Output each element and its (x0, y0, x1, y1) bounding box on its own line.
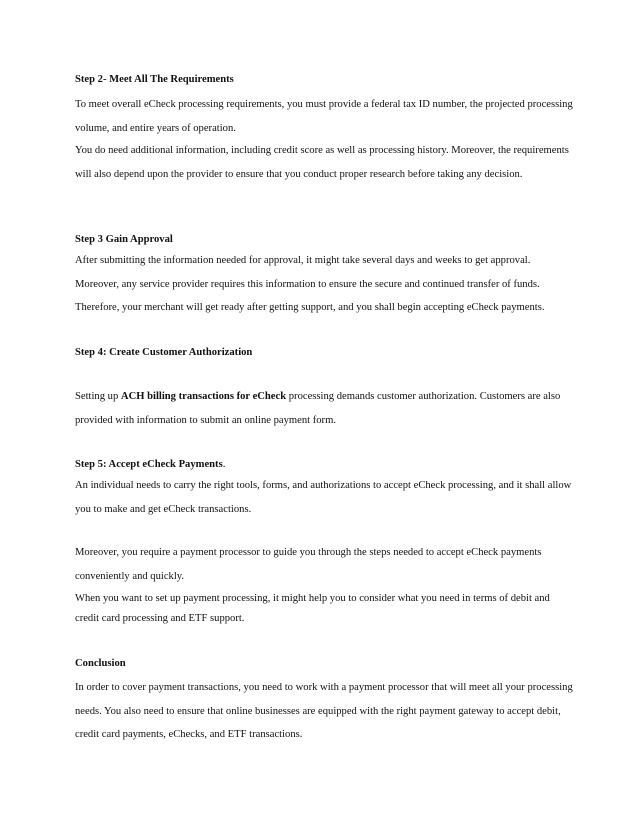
step2-paragraph-1: To meet overall eCheck processing requirements, you must provide a federal tax ID number, the projected processing volume, and entire years of operation. (75, 99, 573, 134)
step3-heading: Step 3 Gain Approval (75, 234, 173, 245)
step5-paragraph-1: An individual needs to carry the right tools, forms, and authorizations to accept eCheck processing, and it shall allow you to make and get eCheck transactions. (75, 480, 572, 515)
conclusion-heading: Conclusion (75, 658, 126, 669)
ach-billing-emphasis: ACH billing transactions for eCheck (120, 391, 287, 402)
step5-heading-period: . (222, 459, 226, 470)
step5-heading-text: Step 5: Accept eCheck Payments (75, 459, 223, 470)
step5-paragraph-2: Moreover, you require a payment processor to guide you through the steps needed to accept eCheck payments conveniently and quickly. (75, 547, 542, 582)
step4-text-prefix: Setting up (75, 391, 121, 402)
step4-text-suffix: processing demands customer authorization. Customers are also provided with information to submit an online payment form. (75, 391, 561, 426)
step3-paragraph-1: After submitting the information needed for approval, it might take several days and weeks to get approval. Moreover, any service provider requires this information to ensure the secure and continued transfer of funds. Therefore, your merchant will get ready after getting support, and you shall begin accepting eCheck payments. (75, 255, 545, 314)
step4-heading: Step 4: Create Customer Authorization (75, 347, 253, 358)
step5-heading (75, 458, 575, 472)
step2-paragraph-2: You do need additional information, including credit score as well as processing history. Moreover, the requirements will also depend upon the provider to ensure that you conduct proper research before taking any decision. (75, 145, 569, 180)
conclusion-paragraph-1: In order to cover payment transactions, you need to work with a payment processor that will meet all your processing needs. You also need to ensure that online businesses are equipped with the right payment gateway to accept debit, credit card payments, eChecks, and ETF transactions. (75, 682, 573, 741)
step5-paragraph-3: When you want to set up payment processing, it might help you to consider what you need in terms of debit and credit card processing and ETF support. (75, 593, 550, 624)
step4-paragraph-1 (75, 385, 575, 432)
step2-heading: Step 2- Meet All The Requirements (75, 74, 234, 85)
